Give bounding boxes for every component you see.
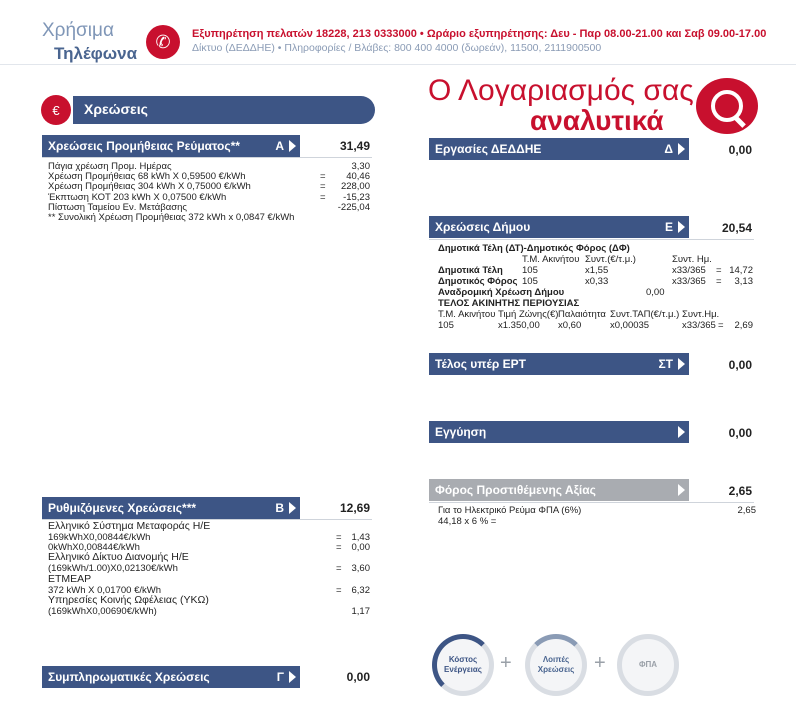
divider	[42, 157, 372, 158]
vat-bar[interactable]	[429, 479, 689, 501]
vat-circle	[617, 634, 679, 696]
regulated-charges-code: B	[275, 501, 284, 515]
charge-line-value: 1,17	[351, 605, 370, 617]
municipal-row-label: Δημοτικά Τέλη	[438, 265, 503, 276]
tap-head: Συντ.ΤΑΠ(€/τ.μ.)	[610, 309, 680, 320]
chevron-right-icon	[678, 143, 685, 155]
charge-line-label: Υπηρεσίες Κοινής Ωφέλειας (ΥΚΩ)	[48, 593, 209, 606]
vat-line: Για το Ηλεκτρικό Ρεύμα ΦΠΑ (6%)	[438, 505, 582, 516]
charge-line-label: 169kWhX0,00844€/kWh	[48, 532, 151, 543]
magnifier-icon	[696, 78, 758, 134]
charge-line-value: -225,04	[337, 201, 370, 213]
equals-sign: =	[718, 320, 724, 331]
header-divider	[0, 64, 796, 65]
other-charges-circle	[525, 634, 587, 696]
municipal-row-area: 105	[522, 276, 538, 287]
regulated-charges-amount: 12,69	[339, 501, 370, 515]
vat-circle-label: ΦΠΑ	[638, 660, 658, 669]
vat-calc: 44,18 x 6 % =	[438, 516, 497, 527]
charge-line-label: ** Συνολική Χρέωση Προμήθειας 372 kWh x 0,0847 €/kWh	[48, 212, 295, 223]
network-info: Δίκτυο (ΔΕΔΔΗΕ) • Πληροφορίες / Βλάβες: 800 400 4000 (δωρεάν), 11500, 2111900500	[192, 42, 602, 54]
chevron-right-icon	[289, 502, 296, 514]
municipal-row-rate: x0,33	[585, 276, 609, 287]
municipal-fees-title: Δημοτικά Τέλη (ΔΤ)-Δημοτικός Φόρος (ΔΦ)	[438, 243, 630, 254]
charge-line-value: 3,30	[351, 161, 370, 172]
deddie-works-code: Δ	[664, 142, 673, 156]
tap-cell: x0,60	[558, 320, 582, 331]
charge-line-label: 372 kWh X 0,01700 €/kWh	[48, 584, 162, 596]
useful-phones-line1: Χρήσιμα	[42, 20, 114, 41]
ert-fee-label: Τέλος υπέρ ΕΡΤ	[435, 357, 526, 371]
guarantee-label: Εγγύηση	[435, 425, 487, 439]
equals-sign: =	[320, 191, 326, 203]
charge-line-label: Ελληνικό Δίκτυο Διανομής Η/Ε	[48, 551, 189, 564]
coins-icon: €	[41, 95, 71, 125]
divider	[429, 502, 754, 503]
municipal-row-area: 105	[522, 265, 538, 276]
divider	[429, 239, 754, 240]
deddie-works-amount: 0,00	[728, 143, 752, 157]
equals-sign: =	[336, 584, 342, 596]
regulated-charges-bar[interactable]	[42, 497, 300, 519]
charge-line-value: 3,60	[351, 563, 370, 575]
equals-sign: =	[320, 181, 326, 193]
charge-line-label: Χρέωση Προμήθειας 68 kWh X 0,59500 €/kWh	[48, 171, 246, 183]
energy-cost-circle	[432, 634, 494, 696]
ert-fee-amount: 0,00	[728, 358, 752, 372]
equals-sign: =	[716, 276, 722, 287]
tap-value: 2,69	[734, 320, 753, 331]
vat-label: Φόρος Προστιθέμενης Αξίας	[435, 483, 596, 497]
charge-line-value: -15,23	[343, 191, 370, 203]
charge-line-value: 228,00	[340, 181, 370, 193]
supplementary-charges-code: Γ	[276, 670, 284, 684]
charge-line-label: 0kWhX0,00844€/kWh	[48, 542, 140, 554]
charge-line-label: Χρέωση Προμήθειας 304 kWh X 0,75000 €/kWh	[48, 181, 251, 193]
chevron-right-icon	[289, 140, 296, 152]
tap-cell: x1.350,00	[498, 320, 540, 331]
ert-fee-code: ΣΤ	[658, 357, 673, 371]
charges-heading: Χρεώσεις	[84, 101, 148, 117]
tap-head: Συντ.Ημ.	[682, 309, 720, 320]
charge-line-value: 40,46	[346, 171, 370, 183]
supplementary-charges-label: Συμπληρωματικές Χρεώσεις	[48, 670, 210, 684]
regulated-charges-label: Ρυθμιζόμενες Χρεώσεις***	[48, 501, 197, 515]
tap-cell: x0,00035	[610, 320, 650, 331]
tap-head: Τ.Μ. Ακινήτου	[438, 309, 496, 320]
charge-line-value: 1,43	[351, 532, 370, 543]
col-head-rate: Συντ.(€/τ.μ.)	[585, 254, 636, 265]
other-charges-label: Λοιπές Χρεώσεις	[537, 655, 575, 674]
charge-line-label: (169kWh/1.00)X0,02130€/kWh	[48, 563, 178, 575]
supply-charges-code: A	[275, 139, 284, 153]
charge-line-value: 0,00	[351, 542, 370, 554]
charge-line-label: (169kWhX0,00690€/kWh)	[48, 605, 157, 617]
municipal-row-days: x33/365	[672, 276, 706, 287]
tap-cell: x33/365	[682, 320, 716, 331]
supply-charges-label: Χρεώσεις Προμήθειας Ρεύματος**	[48, 139, 240, 153]
chevron-right-icon	[678, 358, 685, 370]
tap-cell: 105	[438, 320, 454, 331]
charge-line-label: Ελληνικό Σύστημα Μεταφοράς Η/Ε	[48, 520, 211, 532]
municipal-row-value: 14,72	[729, 265, 753, 276]
equals-sign: =	[336, 542, 342, 554]
municipal-row-value: 3,13	[734, 276, 753, 287]
tap-head: Παλαιότητα	[558, 309, 606, 320]
bill-title-line1: Ο Λογαριασμός σας	[428, 74, 694, 107]
equals-sign: =	[336, 563, 342, 575]
property-tax-title: ΤΕΛΟΣ ΑΚΙΝΗΤΗΣ ΠΕΡΙΟΥΣΙΑΣ	[438, 298, 580, 309]
deddie-works-bar[interactable]	[429, 138, 689, 160]
chevron-right-icon	[678, 221, 685, 233]
guarantee-amount: 0,00	[728, 426, 752, 440]
supply-charges-amount: 31,49	[339, 139, 370, 153]
municipal-row-label: Δημοτικός Φόρος	[438, 276, 518, 287]
municipal-charges-label: Χρεώσεις Δήμου	[435, 220, 531, 234]
charge-line-label: Πίστωση Ταμείου Εν. Μετάβασης	[48, 201, 187, 213]
chevron-right-icon	[289, 671, 296, 683]
deddie-works-label: Εργασίες ΔΕΔΔΗΕ	[435, 142, 542, 156]
charge-line-label: Πάγια χρέωση Προμ. Ημέρας	[48, 161, 172, 172]
tap-head: Τιμή Ζώνης(€)	[498, 309, 559, 320]
equals-sign: =	[320, 171, 326, 183]
equals-sign: =	[336, 532, 342, 543]
plus-icon: +	[500, 652, 512, 674]
charge-line-label: ΕΤΜΕΑΡ	[48, 572, 92, 585]
municipal-row-rate: x1,55	[585, 265, 609, 276]
vat-amount: 2,65	[728, 484, 752, 498]
col-head-area: Τ.Μ. Ακινήτου	[522, 254, 580, 265]
supply-charges-bar[interactable]	[42, 135, 300, 157]
useful-phones-line2: Τηλέφωνα	[54, 44, 138, 63]
phone-icon: ✆	[146, 25, 180, 59]
col-head-days: Συντ. Ημ.	[672, 254, 712, 265]
supplementary-charges-bar[interactable]	[42, 666, 300, 688]
guarantee-bar[interactable]	[429, 421, 689, 443]
vat-line-value: 2,65	[737, 505, 756, 516]
charge-line-value: 6,32	[351, 584, 370, 596]
municipal-charges-amount: 20,54	[721, 221, 752, 235]
municipal-charges-code: Ε	[664, 220, 673, 234]
bill-title-line2: αναλυτικά	[530, 105, 664, 136]
ert-fee-bar[interactable]	[429, 353, 689, 375]
energy-cost-label: Κόστος Ενέργειας	[444, 655, 482, 674]
municipal-charges-bar[interactable]	[429, 216, 689, 238]
equals-sign: =	[716, 265, 722, 276]
customer-service-info: Εξυπηρέτηση πελατών 18228, 213 0333000 • Ωράριο εξυπηρέτησης: Δευ - Παρ 08.00-21.00 και Σαβ 09.00-17.00	[192, 28, 767, 40]
chevron-right-icon	[678, 484, 685, 496]
municipal-row-days: x33/365	[672, 265, 706, 276]
charge-line-label: Έκπτωση ΚΟΤ 203 kWh X 0,07500 €/kWh	[48, 191, 227, 203]
supplementary-charges-amount: 0,00	[346, 670, 370, 684]
retro-charge-value: 0,00	[646, 287, 665, 298]
plus-icon: +	[594, 652, 606, 674]
chevron-right-icon	[678, 426, 685, 438]
retro-charge-label: Αναδρομική Χρέωση Δήμου	[438, 287, 565, 298]
